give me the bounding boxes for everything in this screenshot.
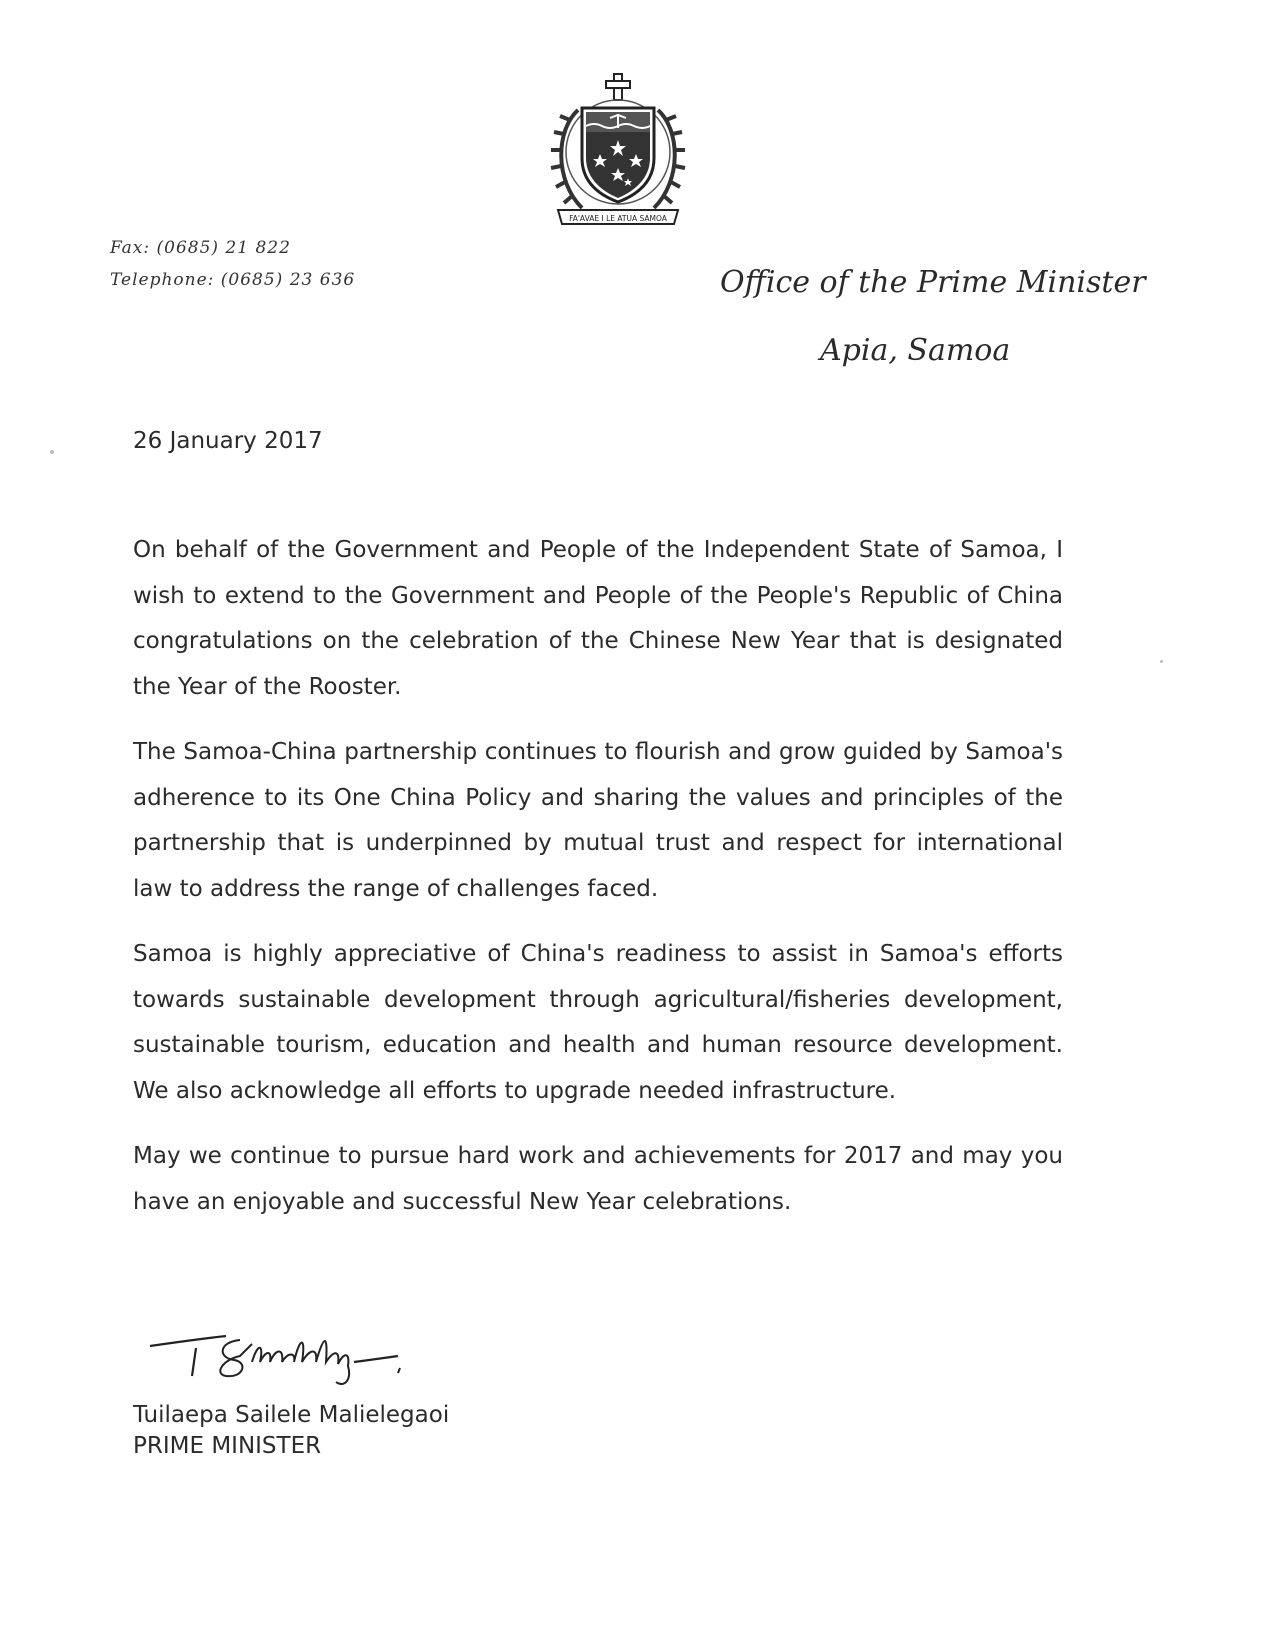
telephone-number: Telephone: (0685) 23 636: [110, 270, 356, 290]
paragraph: The Samoa-China partnership continues to flourish and grow guided by Samoa's adherence to its One China Policy and sharing the values and principles of the partnership that is underpinned by mutual trust and respect for international law to address the range of challenges faced.: [133, 739, 1063, 902]
signer-name: Tuilaepa Sailele Malielegaoi: [133, 1402, 450, 1428]
letter-body: [133, 528, 1063, 1245]
paragraph: On behalf of the Government and People of the Independent State of Samoa, I wish to extend to the Government and People of the People's Republic of China congratulations on the celebration of the Chinese New Year that is designated the Year of the Rooster.: [133, 537, 1063, 700]
scan-speck: [1160, 660, 1163, 663]
paragraph: Samoa is highly appreciative of China's readiness to assist in Samoa's efforts towards sustainable development through agricultural/fisheries development, sustainable tourism, education and health and human resource development. We also acknowledge all efforts to upgrade needed infrastructure.: [133, 941, 1063, 1104]
office-location: Apia, Samoa: [820, 333, 1011, 368]
crest-motto: FA'AVAE I LE ATUA SAMOA: [569, 214, 667, 223]
coat-of-arms-icon: [548, 70, 688, 230]
scan-speck: [50, 450, 54, 454]
contact-block: [110, 232, 355, 296]
signer-title: PRIME MINISTER: [133, 1433, 322, 1459]
letter-date: 26 January 2017: [133, 428, 323, 454]
paragraph: May we continue to pursue hard work and achievements for 2017 and may you have an enjoyable and successful New Year celebrations.: [133, 1143, 1063, 1215]
office-name: Office of the Prime Minister: [720, 265, 1146, 300]
fax-number: Fax: (0685) 21 822: [110, 238, 291, 258]
signer-block: [133, 1400, 449, 1462]
signature-icon: [148, 1322, 438, 1394]
